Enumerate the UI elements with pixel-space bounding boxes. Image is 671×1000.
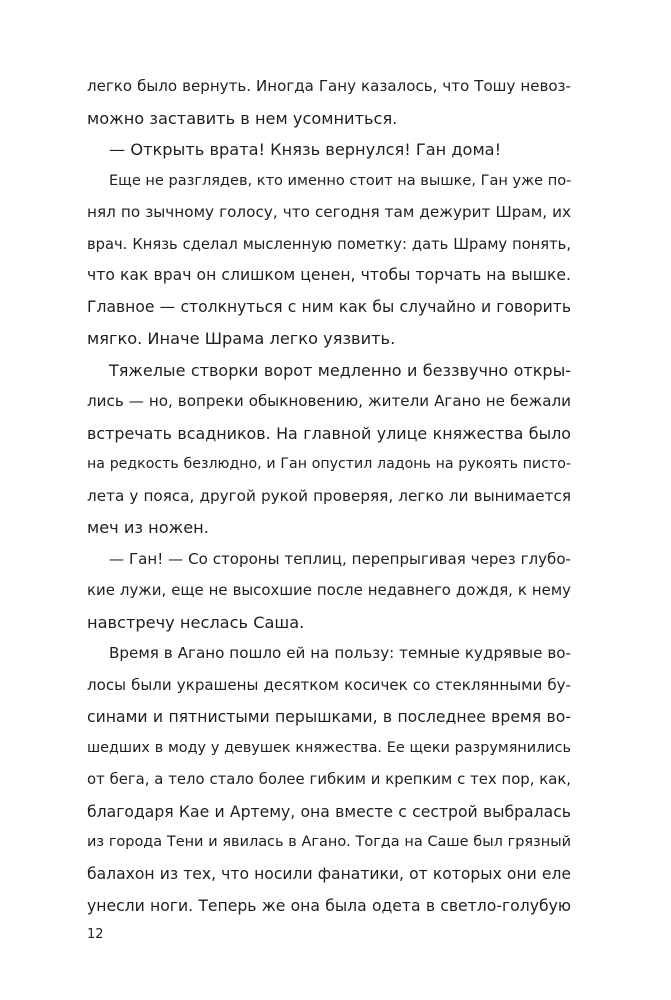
text-line: унесли ноги. Теперь же она была одета в светло-голубую bbox=[87, 896, 571, 915]
text-line: на редкость безлюдно, и Ган опустил ладонь на рукоять писто- bbox=[87, 456, 571, 472]
text-line: — Открыть врата! Князь вернулся! Ган дома! bbox=[109, 140, 502, 159]
text-line: шедших в моду у девушек княжества. Ее щеки разрумянились bbox=[87, 739, 571, 756]
text-line: что как врач он слишком ценен, чтобы торчать на вышке. bbox=[87, 266, 571, 284]
text-line: балахон из тех, что носили фанатики, от которых они еле bbox=[87, 864, 571, 883]
text-line: кие лужи, еще не высохшие после недавнего дождя, к нему bbox=[87, 581, 571, 599]
text-line: из города Тени и явилась в Агано. Тогда на Саше был грязный bbox=[87, 834, 571, 850]
text-line: Время в Агано пошло ей на пользу: темные кудрявые во- bbox=[109, 644, 571, 662]
text-line: лосы были украшены десятком косичек со стеклянными бу- bbox=[87, 675, 571, 694]
text-line: меч из ножен. bbox=[87, 518, 209, 537]
text-line: Еще не разглядев, кто именно стоит на вышке, Ган уже по- bbox=[109, 172, 572, 189]
text-line: навстречу неслась Саша. bbox=[87, 612, 305, 632]
text-line: врач. Князь сделал мысленную пометку: дать Шраму понять, bbox=[87, 235, 571, 253]
body-text bbox=[87, 71, 571, 922]
text-line: мягко. Иначе Шрама легко уязвить. bbox=[87, 329, 396, 348]
text-line: Тяжелые створки ворот медленно и беззвучно откры- bbox=[109, 360, 571, 380]
text-line: Главное — столкнуться с ним как бы случайно и говорить bbox=[87, 297, 571, 316]
text-line: легко было вернуть. Иногда Гану казалось, что Тошу невоз- bbox=[87, 77, 571, 95]
text-line: — Ган! — Со стороны теплиц, перепрыгивая через глубо- bbox=[109, 549, 571, 568]
text-line: от бега, а тело стало более гибким и крепким с тех пор, как, bbox=[87, 771, 571, 788]
page-number: 12 bbox=[87, 927, 104, 942]
text-line: встречать всадников. На главной улице княжества было bbox=[87, 423, 571, 443]
text-line: лись — но, вопреки обыкновению, жители Агано не бежали bbox=[87, 392, 571, 410]
text-line: синами и пятнистыми перышками, в последнее время во- bbox=[87, 707, 571, 726]
text-line: нял по зычному голосу, что сегодня там дежурит Шрам, их bbox=[87, 203, 571, 221]
text-line: благодаря Кае и Артему, она вместе с сестрой выбралась bbox=[87, 801, 571, 821]
text-line: можно заставить в нем усомниться. bbox=[87, 108, 398, 128]
text-line: лета у пояса, другой рукой проверяя, легко ли вынимается bbox=[87, 486, 571, 505]
